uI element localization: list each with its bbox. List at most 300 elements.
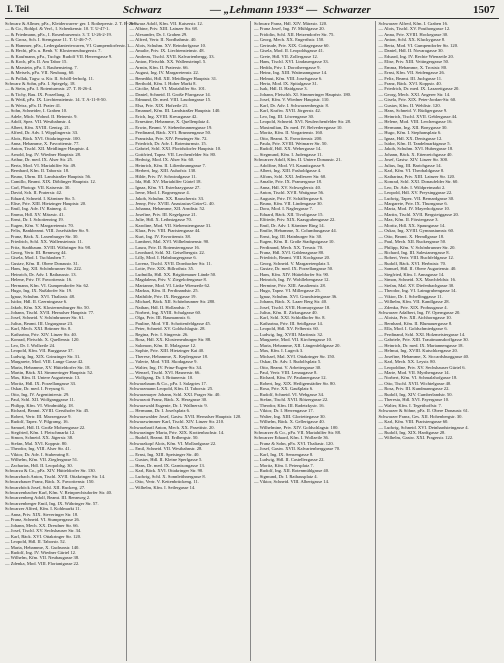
directory-entry: Schwarzmayer Johann, Schl. XXI. Prager Str. 40. bbox=[129, 391, 221, 397]
directory-entry: — Johann, Bäck. X. Laaer Berg Str. 40. bbox=[254, 299, 328, 305]
directory-entry: — Leopold, Hdl. II. Taborstr. 52. bbox=[5, 539, 66, 545]
directory-entry: — Michael, Mal. XVI. Ottakringer Str. 150. bbox=[254, 353, 336, 359]
directory-entry: — Alfred, Dr. Adv. I. Wipplingerstr. 33. bbox=[5, 130, 79, 136]
directory-entry: — Hermann, Dr. I. Josefsplatz 6. bbox=[129, 408, 191, 414]
directory-entry: — Margarete, Mod. VIII. Lange Gasse 42. bbox=[5, 359, 84, 365]
directory-entry: — Anna, Hdl. XV. Schweglerstr. 40. bbox=[254, 184, 322, 190]
directory-entry: — Siegfried, Kfm. I. Fleischmarkt 12. bbox=[5, 429, 76, 435]
directory-entry: — Franz & Sohn, pFa. XVI. Thaliastr. 120. bbox=[254, 440, 334, 446]
directory-entry: — Fridolin, Schl. XII. Hetzendorfer Str. 75. bbox=[254, 31, 335, 37]
directory-entry: — Wilhelm, Gastw. XXI. Pragerstr. 122. bbox=[378, 435, 454, 441]
directory-entry: — Anna, Priv. XIX. Sieveringer Str. 18. bbox=[5, 511, 79, 517]
directory-entry: — Hans, Ing. XII. Schönbrunner Str. 222. bbox=[5, 266, 82, 272]
directory-entry: — Oskar, Dr. med. I. Freyung 6. bbox=[5, 386, 65, 392]
directory-entry: — Hans, Tischl. XVI. Lindauergasse 33. bbox=[254, 59, 329, 65]
directory-entry: — Gustav, Hdl. II. Kleine Sperlgasse 5. bbox=[129, 457, 203, 463]
directory-entry: — Eugen, Kfm. V. Margaretenstr. 70. bbox=[5, 222, 74, 228]
left-guide-word: Schwarz bbox=[123, 4, 162, 16]
directory-entry: — Simon, Schneid. XX. Jägerstr. 38. bbox=[5, 435, 74, 441]
directory-entry: — Arthur, Dr. med. IX. Alser Str. 25. bbox=[5, 157, 74, 163]
directory-entry: — Rudolf, Beamt. III. Erdbergstr. 50. bbox=[129, 435, 199, 441]
directory-entry: — Friedrich, Schl. XX. Wallensteinstr. 11. bbox=[5, 239, 83, 245]
directory-entry: — Rudolf, Schneid. VI. Webgasse 34. bbox=[254, 391, 325, 397]
directory-entry: — Ernst, Ing. III. Hainburger Str. 30. bbox=[254, 233, 323, 239]
directory-entry: — Norbert, Ing. XVIII. Schulgasse 60. bbox=[129, 310, 202, 316]
directory-entry: Schwarzwalder Josef, Gastw. XVII. Hernalser Hauptstr. 120. bbox=[129, 413, 242, 419]
directory-entry: — Emanuel, Kfm. III. Landstraßer Hauptstr. 140. bbox=[129, 108, 221, 114]
directory-entry: — Philipp, Kfm. V. Schönbrunner Str. 20. bbox=[378, 244, 456, 250]
directory-entry: — Elfriede, Priv. XIX. Kaasgrabengasse 22. bbox=[254, 217, 336, 223]
directory-entry: — Karl, Bäck. XVI. Ottakringer Str. 120. bbox=[5, 533, 82, 539]
directory-entry: — Max, Kfm. I. Lugeck 3. bbox=[254, 348, 304, 354]
directory-entry: — Maria, Mod. IV. Mayerhofgasse 10. bbox=[378, 206, 450, 212]
directory-entry: — Samuel, Hdl. II. Große Mohrengasse 22. bbox=[5, 424, 86, 430]
directory-entry: — Hilde, Priv. IV. Schwindgasse 11. bbox=[129, 173, 197, 179]
directory-entry: — Emma, Hebamme, X. Troststr. 80. bbox=[378, 64, 448, 70]
directory-entry: — Rudolf, Hdl. XX. Webergasse 14. bbox=[254, 146, 322, 152]
directory-entry: — Peter, Schneid. XV. Goldschlagstr. 28. bbox=[129, 326, 206, 332]
directory-entry: — Johann, Tischl. XVII. Hernalser Hauptstr. 77. bbox=[5, 310, 95, 316]
directory-entry: — Albert, Kfm. XVIII. Gentzg. 21. bbox=[5, 124, 71, 130]
directory-entry: — Alexander, Dr. I. Graben 29. bbox=[129, 31, 188, 37]
column-1 bbox=[5, 21, 139, 661]
directory-entry: — Albine, Priv. XIII. Lainzer Str. 68. bbox=[129, 26, 198, 32]
directory-entry: Schwarzer Adolf, Kfm. II. Untere Donaustr. 21. bbox=[254, 157, 342, 163]
directory-entry: — Ernst, Ing. XIII. Speisinger Str. 40. bbox=[129, 451, 200, 457]
directory-entry: — Erwin, Beamt. V. Siebenbrunnengasse 19. bbox=[129, 124, 213, 130]
directory-entry: — Jakob, Schuhm. XX. Rauscherstr. 33. bbox=[129, 195, 205, 201]
directory-entry: — Berta, Mod. VI. Gumpendorfer Str. 120. bbox=[378, 42, 459, 48]
directory-entry: Schwarzinger Maria, Priv. XIX. Krottenbachstr. 14. bbox=[129, 429, 225, 435]
directory-entry: Schwarz Adolf, Kfm. VII. Kaiserstr. 12. bbox=[129, 21, 203, 26]
directory-entry: — Martin, Tischl. XVII. Bergsteiggasse 20. bbox=[378, 211, 459, 217]
directory-entry: — Isak, Hdl. II. Haidgasse 3. bbox=[254, 86, 308, 92]
directory-entry: — Rudolf, Ing. XIV. Cumberlandstr. 50. bbox=[378, 391, 453, 397]
directory-entry: — Georg, Vertr. III. Rennweg 44. bbox=[5, 250, 67, 256]
directory-entry: — Eduard, Schneid. I. Kärntner Str. 5. bbox=[5, 195, 76, 201]
directory-entry: Schwarzenberger Emil, Ing. IX. Währinger Str. 57. bbox=[5, 500, 99, 506]
directory-entry: — Franziska, Priv. XIV. Penzinger Str. 72. bbox=[129, 135, 208, 141]
directory-entry: — Leopold, Hdl. XV. Felberstr. 60. bbox=[254, 326, 319, 332]
directory-entry: — Margarete, Priv. IX. Thurngasse 6. bbox=[378, 200, 448, 206]
directory-entry: — Julie, Hdl. X. Leibnizgasse 70. bbox=[129, 217, 192, 223]
directory-entry: — Isidor, Hdl. II. Czerningasse 6. bbox=[5, 299, 68, 305]
directory-entry: — Helmut, Ing. XVIII. Kutschkergasse 20. bbox=[378, 348, 458, 354]
directory-entry: — Benedikt, Hdl. XII. Meidlinger Hauptstr. 31. bbox=[129, 75, 218, 81]
directory-entry: — Konrad, Schl. XXI. Donaufelder Str. 60. bbox=[378, 179, 459, 185]
directory-entry: — & Weisz, pFa. II. Prater 41. bbox=[5, 102, 62, 108]
directory-entry: — Karl, Mech. XXI. Brünner Str. 8. bbox=[5, 326, 72, 332]
directory-entry: — Walter, Kfm. I. Tegetthoffstr. 7. bbox=[378, 402, 442, 408]
directory-entry: — Magdalena, Priv. V. Ziegelofengasse 8. bbox=[129, 277, 207, 283]
directory-entry: — Stefan, Mal. XVI. Koppstr. 80. bbox=[5, 440, 68, 446]
directory-entry: — Salomon, Kfm. II. Malzgasse 12. bbox=[129, 342, 197, 348]
directory-entry: — Heinrich, Tischl. XVII. Geblergasse 44. bbox=[378, 113, 458, 119]
directory-entry: — Lorenz, Tischl. XVII. Dornbacher Str. 11. bbox=[129, 260, 212, 266]
directory-entry: — Wenzel, Tischl. XVI. Hasnerstr. 66. bbox=[129, 370, 201, 375]
directory-entry: — Ludwig, Hdl. II. Castellezgasse 22. bbox=[254, 457, 325, 463]
directory-entry: — Sophie, Priv. XIII. Hietzinger Kai 40. bbox=[129, 348, 205, 354]
directory-entry: — Heinrich, Dr. med. IX. Mariannengasse 18. bbox=[378, 342, 464, 348]
directory-entry: — Ludwig, Ing. XIX. Grinzinger Str. 31. bbox=[5, 353, 81, 359]
directory-entry: — Hedwig, Mod. IX. Alser Str. 60. bbox=[129, 157, 195, 163]
directory-entry: — Ludwig, Schl. X. Sonnleithnergasse 8. bbox=[129, 473, 206, 479]
directory-entry: — Paul, Vertr. VIII. Lenaugasse 8. bbox=[254, 370, 318, 375]
directory-entry: — Julius, Ing. III. Barichgasse 14. bbox=[378, 162, 442, 168]
directory-entry: — Josef, Tischl. XVII. Hormayrgasse 18. bbox=[254, 304, 331, 310]
directory-entry: — Robert, Vertr. VIII. Buchfeldgasse 12. bbox=[378, 255, 454, 261]
directory-entry: — Franz Josef, Ing. IV. Mühlgasse 20. bbox=[254, 26, 325, 32]
directory-entry: — Oskar, Dr. Adv. I. Rudolfsplatz 5. bbox=[254, 359, 322, 365]
directory-entry: — Bruno, Uhrm. III. Landstraßer Hauptstr. 56. bbox=[5, 173, 92, 179]
directory-entry: — Eduard, Ing. IV. Rechte Wienzeile 20. bbox=[378, 53, 454, 59]
directory-entry: Schwarzwald Eugenie, Dr. I. Wallnerstr. 9. bbox=[129, 402, 208, 408]
directory-entry: Schwarzböck Josef, Schl. XII. Ruckerg. 27. bbox=[5, 484, 86, 490]
directory-entry: — Otto, Tischl. XVII. Wichtelgasse 40. bbox=[378, 380, 452, 386]
directory-entry: Schwarzwimmer Karl, Tischl. XIV. Linzer Str. 210. bbox=[129, 419, 225, 425]
directory-entry: — Otto, Beamt. X. Herndlgasse 18. bbox=[378, 233, 445, 239]
directory-entry: — Marie, Mod. VII. Myrthengasse 14. bbox=[378, 370, 450, 375]
directory-entry: — Rosa, Priv. III. Kundmanngasse 22. bbox=[378, 386, 450, 392]
directory-entry: — Kurt, Ing. IV. Favoritenstr. 38. bbox=[129, 233, 191, 239]
directory-entry: — Hermann, Kfm. VI. Gumpendorfer Str. 62. bbox=[5, 282, 90, 288]
directory-entry: — Marianne, Mod. VI. Linke Wienzeile 62. bbox=[129, 282, 211, 288]
directory-entry: Schwarzmann Leopold, Kfm. II. Taborstr. 25. bbox=[129, 386, 214, 392]
directory-entry: — Gabriel, Schl. XXI. Floridsdorfer Hauptstr. 10. bbox=[129, 146, 222, 152]
directory-entry: — Arnold, Ing. IV. Wiedner Hauptstr. 28. bbox=[5, 151, 82, 157]
directory-entry: — Hedda, Priv. I. Dorotheergasse 9. bbox=[254, 64, 321, 70]
directory-entry: — Elise, Priv. XIII. Veitingergasse 50. bbox=[378, 59, 450, 65]
directory-entry: — Anton, Fleischh. XX. Wallensteinpl. 5. bbox=[129, 59, 207, 65]
directory-entry: — Katharina, Priv. III. Seidlgasse 14. bbox=[254, 320, 323, 326]
directory-entry: — & Hammer, pFa., Ledergalanteriewaren, VI. Gumpendorferstr. 1. bbox=[5, 42, 131, 48]
directory-entry: Schwarzer Eduard, Kfm. I. Wollzeile 36. bbox=[254, 435, 329, 441]
page-header bbox=[5, 4, 499, 19]
page-number: 1507 bbox=[473, 4, 495, 16]
directory-entry: — Josef, Gastw. XVII. Kalvarienberggasse 70. bbox=[254, 446, 341, 452]
directory-entry: — Nathan, Hdl. II. Hollandstr. 7. bbox=[129, 304, 191, 310]
directory-entry: — Hugo, Tapez. VI. Millergasse 25. bbox=[254, 288, 321, 294]
directory-entry: — Wolfgang, Dr. I. Bräunerstr. 10. bbox=[129, 375, 194, 381]
directory-entry: Schwarzenberg Adolf, Beamt. III. Rennweg 2. bbox=[5, 495, 91, 501]
directory-entry: — Franz, Bäck. X. Laxenburger Str. 30. bbox=[5, 233, 79, 239]
directory-entry: — Aloisia, Priv. XII. Aichhorngasse 10. bbox=[378, 315, 452, 321]
directory-entry: — Anton, Schl. XX. Kluckygasse 8. bbox=[378, 37, 446, 43]
directory-entry: — Bruno, Kfm. VII. Lindengasse 30. bbox=[254, 200, 323, 206]
directory-entry: — Karl, Kfm. VIII. Piaristengasse 60. bbox=[378, 419, 449, 425]
directory-entry: — Heinrich, Kfm. II. Lilienbrunngasse 7. bbox=[129, 162, 206, 168]
directory-entry: — Maria, Hebamme, X. Gudrunstr. 140. bbox=[5, 544, 80, 550]
directory-entry: — Maria, Hebamme, XV. Hütteldorfer Str. 18. bbox=[5, 364, 91, 370]
directory-entry: — Gustav, Dr. med. IX. Porzellangasse 50. bbox=[254, 266, 334, 272]
directory-entry: — Wilhelm, Kfm. VII. Kandlgasse 28. bbox=[378, 299, 450, 305]
directory-entry: — David, Sch. II. Praterstr. 42. bbox=[5, 190, 63, 196]
directory-entry: — Leopold, Kfm. VII. Burggasse 37. bbox=[5, 348, 74, 354]
directory-entry: — Johann, Fleischh. XI. Simmeringer Hauptstr. 180. bbox=[254, 91, 352, 97]
directory-entry: — Ignaz, Hdl. XX. Denisgasse 12. bbox=[378, 135, 443, 141]
directory-entry: — Valerie, Mod. VIII. Skodagasse 9. bbox=[129, 359, 198, 365]
directory-entry: — Camillo, Beamt. XIX. Döblinger Hauptstr. 12. bbox=[5, 179, 96, 185]
directory-entry: — Lilly, Mod. I. Habsburgergasse 6. bbox=[129, 255, 197, 261]
directory-entry: — Berta, Mod. VI. Mariahilfer Str. 49. bbox=[5, 162, 77, 168]
directory-entry: Schwarzkopf Alois, Kfm. VI. Mollardgasse 22. bbox=[129, 440, 217, 446]
directory-entry: — Helmut, Kfm. VIII. Josefsgasse 6. bbox=[254, 75, 323, 81]
directory-entry: — Stefan, Mal. XV. Diefenbachgasse 30. bbox=[378, 282, 455, 288]
directory-entry: — Zdenka, Priv. XIX. Probusgasse 4. bbox=[378, 304, 448, 310]
directory-entry: — Rudolf, Bäck. XVI. Herbststr. 70. bbox=[378, 260, 447, 266]
directory-entry: — Friedrich, Dr. Adv. I. Rotenturmstr. 15. bbox=[129, 140, 207, 146]
directory-entry: — Paula, Priv. XVIII. Weimarer Str. 50. bbox=[254, 140, 328, 146]
directory-entry: — Viktor, Dr. I. Herrengasse 17. bbox=[254, 408, 314, 414]
directory-entry: — Karl, Bäck. XVI. Ottakringer Str. 90. bbox=[129, 468, 204, 474]
directory-entry: — Friedrich, Beamt. VIII. Kochgasse 20. bbox=[254, 255, 331, 261]
directory-entry: — Alois, Bäck. XVI. Ottakringerstr. 100. bbox=[5, 135, 81, 141]
directory-entry: — Karl, Ing. IX. Sensengasse 8. bbox=[254, 451, 314, 457]
directory-entry: — Elsa, Priv. XIX. Hofzeile 21. bbox=[129, 102, 189, 108]
directory-entry: — & Stein, pFa. I. Rotenturmstr. 27. T. R-26-4. bbox=[5, 86, 93, 92]
directory-entry: — Hans, Kfm. XIV. Hütteldorfer Str. 90. bbox=[254, 271, 330, 277]
directory-entry: — Georg, Schneid. V. Margaretenplatz 3. bbox=[254, 260, 331, 266]
directory-entry: — Otto, Vertr. V. Kettenbrückeng. 11. bbox=[129, 479, 199, 485]
directory-entry: — Ella, Mod. I. Goldschmiedgasse 6. bbox=[378, 326, 448, 332]
directory-entry: — Theodor, Ing. VIII. Alser Str. 41. bbox=[5, 446, 71, 452]
directory-entry: — Katharina, Priv. XIV. Linzer Str. 40. bbox=[5, 331, 77, 337]
directory-entry: — Daniel, Schneid. II. Große Pfarrgasse 14. bbox=[129, 91, 211, 97]
directory-entry: — Ludwig, Schneid. XVI. Deinhardsteingasse 4. bbox=[378, 424, 469, 430]
directory-entry: — Herta, Mod. IX. Spitalgasse 31. bbox=[254, 80, 318, 86]
directory-entry: — Ignaz, Schuhm. XVI. Thaliastr. 48. bbox=[5, 293, 76, 299]
directory-entry: — Moritz, Hdl. XX. Spaungasse 14. bbox=[378, 222, 446, 228]
directory-entry: — Amalie, Priv. IX. Liechtensteinstr. 48. bbox=[129, 48, 205, 54]
directory-entry: — Josef, Kfm. V. Wiedner Hauptstr. 110. bbox=[254, 97, 330, 103]
directory-entry: — Helene, Mod. VIII. Lerchengasse 16. bbox=[378, 119, 453, 125]
directory-entry: — & Tichy, Bau. IX. Porzellang. 2. bbox=[5, 91, 71, 97]
directory-entry: — Bernhard, Kfm. II. Taborstr. 18. bbox=[5, 168, 70, 174]
directory-entry: — Jakob, Kfm. XX. Klosterneuburger Str. 50. bbox=[5, 304, 90, 310]
directory-entry: — Siegmund, Kfm. I. Judengasse 11. bbox=[254, 151, 323, 157]
directory-entry: — Leonhard, Schl. XI. Geiselbergstr. 22. bbox=[129, 250, 205, 256]
directory-entry: Schwarzer & Söhne, pFa. II. Obere Donaustr. 61. bbox=[378, 408, 470, 414]
directory-entry: — & Friedmann, pFa., I. Rosenbursenstr. 3. T. U-26-2-19. bbox=[5, 31, 113, 37]
directory-entry: — Irene, Mod. I. Bognergasse 4. bbox=[129, 190, 190, 196]
directory-entry: Schwarzbartl Anton, Mech. XX. Pasettistr. 20. bbox=[129, 424, 215, 430]
directory-entry: — Lambert, Mal. XVI. Wilhelminenstr. 90. bbox=[129, 239, 210, 245]
directory-entry: — Stefan, Tischl. XVII. Rötzergasse 22. bbox=[254, 397, 329, 403]
directory-entry: — Heinrich, Ing. IV. Wohllebengasse 12. bbox=[254, 277, 330, 283]
directory-entry: — Ignaz, Schuhm. XVI. Grundsteingasse 36. bbox=[254, 293, 338, 299]
directory-entry: — Anna, Priv. XVIII. Hockegasse 30. bbox=[378, 31, 449, 37]
directory-entry: — Norbert, Kfm. VI. Schmalzhofgasse 18. bbox=[378, 375, 458, 381]
directory-entry: — Amalie, Priv. IX. Pramergasse 18. bbox=[254, 179, 323, 185]
directory-entry: — Carl, Photogr. VII. Kaiserstr. 30. bbox=[5, 184, 71, 190]
directory-entry: Schwarz & Allmer, pFa., Kleiderwaren- ger. I. Rotheperstr. 2. T. B-26-1. bbox=[5, 21, 139, 26]
directory-entry: — Adele, Mich. Wohnd. II. Heinestr. 9. bbox=[5, 113, 78, 119]
directory-entry: — Karl, Dr. Adv. I. Schwarzenbergstr. 8. bbox=[254, 102, 329, 108]
directory-entry: — Klara, Priv. VIII. Piaristengasse 44. bbox=[129, 228, 201, 234]
column-4 bbox=[379, 21, 500, 661]
directory-entry: — Zdenka, Mod. VIII. Florianigasse 22. bbox=[5, 560, 80, 566]
directory-entry: — Rudolf, Tapez. V. Pilgramg. 16. bbox=[5, 419, 69, 425]
running-title: — „Lehmann 1933“ — bbox=[210, 4, 318, 16]
directory-entry: — Gisela, Mod. II. Leopoldsgasse 41. bbox=[254, 48, 325, 54]
directory-entry: — Moritz, Kfm. I. Petersplatz 7. bbox=[254, 462, 314, 468]
directory-entry: — Wilhelm, Kfm. VII. Neubaugasse 38. bbox=[5, 555, 80, 561]
directory-entry: — Anton, Tischl. XVII. Wattgasse 56. bbox=[254, 190, 325, 196]
directory-entry: — Dora, Mod. I. Naglergasse 7. bbox=[254, 206, 313, 212]
directory-entry: — Wilhelm, Kfm. VII. Zieglergasse 51. bbox=[5, 457, 79, 463]
directory-entry: — Rudolf, Ing. IV. Wiedner Gürtel 12. bbox=[5, 549, 77, 555]
directory-entry: — Georg, Mech. XX. Engerthstr. 150. bbox=[254, 37, 325, 43]
directory-entry: — Rosa, Priv. XX. Gaußplatz 6. bbox=[254, 386, 314, 392]
directory-entry: Schwarzbauer Franz, Bäck. X. Favoritenstr. 150. bbox=[5, 479, 95, 485]
directory-entry: — Karl, Schl. XXI. Schloßhofer Str. 8. bbox=[254, 315, 326, 321]
directory-entry: — Josefine, Hebamme, X. Siccardsburggasse 40. bbox=[378, 353, 470, 359]
directory-entry: — Walter, Ing. IV. Prinz-Eugen-Str. 34. bbox=[129, 364, 203, 370]
directory-entry: — Moritz, Hdl. IX. Porzellangasse 33. bbox=[5, 380, 77, 386]
directory-entry: — Cäcilie, Mod. VI. Mariahilfer Str. 101. bbox=[129, 86, 207, 92]
directory-entry: — Simon, Schneid. XX. Marchfeldstr. 16. bbox=[378, 277, 457, 283]
directory-entry: — Otto, Beamt. X. Favoritenstr. 200. bbox=[254, 135, 323, 141]
directory-entry: Schwarzenbacher Karl, Kfm. V. Reinprechtsdorfer Str. 40. bbox=[5, 489, 113, 495]
directory-entry: — Richard, Beamt. XVIII. Gersthofer Str. 45. bbox=[5, 408, 90, 414]
directory-entry: — Bernhard, Kfm. II. Blumauergasse 8. bbox=[378, 320, 453, 326]
directory-entry: — Emil, Schneid. VII. Westbahnstr. 28. bbox=[129, 446, 203, 452]
directory-entry: — Wilhelm, Kfm. I. Seilergasse 14. bbox=[129, 484, 196, 490]
directory-entry: — Philipp, Kfm. VI. Windmühlg. 18. bbox=[5, 402, 74, 408]
directory-entry: — Leopoldine, Priv. XV. Sechshauser Gürtel 6. bbox=[378, 364, 466, 370]
directory-entry: Schwarzer Franz, Ges. XII. Hohenbergstr. 30. bbox=[378, 413, 463, 419]
directory-entry: — Franz, Hdl. XVI. Gablenzgasse 80. bbox=[254, 250, 325, 256]
directory-entry: Schwarzbaum & Co., pFa. I. Salzgries 17. bbox=[129, 380, 207, 386]
directory-entry: — Johann, Mech. XX. Dresdner Str. 66. bbox=[5, 522, 79, 528]
directory-entry: — Robert, Ing. XIX. Heiligenstädter Str. 80. bbox=[254, 380, 336, 386]
directory-entry: — Konrad, Fleischh. X. Quellenstr. 120. bbox=[5, 337, 80, 343]
directory-entry: — & Pollak, Tagw. u. Ktr. II. Schöll-lerhofg. 11. bbox=[5, 75, 95, 81]
directory-entry: — Samuel, Hdl. II. Obere Augartenstr. 40. bbox=[378, 266, 457, 272]
directory-entry: — Jakob, Schuhm. XVI. Hubergasse 18. bbox=[378, 146, 454, 152]
directory-entry: — & Kaufmann, pFa., Tuchgr. Rudolf VII. Herrengasse 9. bbox=[5, 53, 113, 59]
directory-entry: — Gisela, Mod. I. Tuchlauben 7. bbox=[5, 255, 66, 261]
directory-entry: — Daniel, Hdl. II. Novaragasse 30. bbox=[378, 48, 444, 54]
directory-entry: — Eduard, Bäck. XII. Tivoligasse 15. bbox=[254, 211, 324, 217]
column-3 bbox=[254, 21, 376, 661]
directory-entry: — Adolf, Spez. VII. Westbahnstr. 4. bbox=[5, 119, 72, 125]
directory-entry: — Armin, Kfm. II. Praterstr. 66. bbox=[129, 64, 189, 70]
directory-entry: — & Co., Rohlpf. & Verf., I. Schenkenstr. 10. T. U-47-1. bbox=[5, 26, 110, 32]
directory-entry: — Walter, Ing. XIII. Gloriettegasse 30. bbox=[254, 413, 326, 419]
directory-entry: — Wilhelm, Bäck. X. Gellertgasse 40. bbox=[254, 419, 325, 425]
directory-entry: — Paul, Schl. XII. Wolfganggasse 11. bbox=[5, 397, 75, 403]
directory-entry: — Gustav, Kfm. II. Obere Donaustr. 31. bbox=[5, 260, 79, 266]
directory-entry: — Grete, Hdl. VII. Zollergasse 12. bbox=[254, 53, 319, 59]
directory-entry: — Gertrude, Priv. XIX. Cottagegasse 60. bbox=[254, 42, 330, 48]
directory-entry: — Karl, Kfm. VI. Theobaldgasse 8. bbox=[378, 168, 445, 174]
directory-entry: — Lotte, Priv. XIX. Billrothstr. 35. bbox=[129, 266, 195, 272]
directory-entry: — Felix, Beamt. III. Juchgasse 11. bbox=[378, 75, 443, 81]
directory-entry: — Therese, Hebamme, X. Keplergasse 18. bbox=[129, 353, 209, 359]
directory-entry: — Hugo, Ing. IX. Nußdorfer Str. 19. bbox=[5, 288, 73, 294]
directory-entry: — Emilie, Hebamme, X. Columbusgasse 44. bbox=[254, 228, 337, 234]
directory-entry: — Georg, Mech. XXI. Angerer Str. 14. bbox=[378, 91, 451, 97]
directory-entry: — Moritz, Kfm. II. Vorgartenstr. 160. bbox=[254, 130, 324, 136]
directory-entry: — Ferdinand, Schl. XXI. Holzmeistergasse 14. bbox=[378, 331, 466, 337]
directory-entry: — Otto, Beamt. V. Arbeitergasse 30. bbox=[254, 364, 322, 370]
directory-entry: — Ludwig, Ing. XVIII. Martinstr. 32. bbox=[254, 331, 324, 337]
directory-entry: — & Hecht, pFa. u. Benh. V. Klosterneuburgerstr. 7. bbox=[5, 48, 102, 54]
directory-entry: — Heinz, Ing. XIII. Wattmanngasse 14. bbox=[254, 70, 328, 76]
directory-entry: — Viktor, Schneid. VIII. Albertgasse 14. bbox=[254, 479, 330, 485]
directory-entry: — Josef, Schneid. V. Schönbrunner Str. 61. bbox=[5, 315, 85, 321]
directory-entry: — Gabriele, Priv. XIII. Trauttmansdorffgasse 30. bbox=[378, 337, 469, 343]
directory-entry: — Ernestine, Hebamme, X. Quellenplatz 4. bbox=[129, 119, 210, 125]
directory-entry: — Eugen, Kfm. II. Große Stadtgutgasse 10. bbox=[254, 239, 335, 245]
directory-entry: — Josef, Tischl. XV. Sechshauser Str. 34. bbox=[5, 528, 82, 534]
directory-entry: — Mathilde, Priv. IX. Berggasse 19. bbox=[129, 293, 197, 299]
column-2 bbox=[130, 21, 252, 661]
directory-entry: — Edmund, Dr. med. VIII. Laudongasse 15. bbox=[129, 97, 212, 103]
directory-entry: — Helene, Priv. IV. Favoritenstr. 16. bbox=[5, 277, 73, 283]
directory-entry: — & Koch, pFa. II. Am Tabor 15. bbox=[5, 59, 68, 65]
directory-entry: — Max, Kfm. II. Förstergasse 3. bbox=[378, 217, 439, 223]
directory-entry: — Leo, Dr. Adv. I. Wildpretmarkt 2. bbox=[378, 184, 446, 190]
directory-entry: — Theodor, Kfm. III. Radetzkystr. 16. bbox=[254, 402, 325, 408]
directory-entry: — Richard, Kfm. IV. Paulanergasse 12. bbox=[254, 375, 327, 381]
directory-entry: — & Grosz, Sch. I. Sterngasse 11. T. U-46-7-7. bbox=[5, 37, 93, 43]
directory-entry: Schwarzer Alfred, Kfm. I. Graben 16. bbox=[378, 21, 449, 26]
volume-label: I. Teil bbox=[7, 4, 30, 14]
directory-entry: — Fritz, Stadtbaum. XVIII. Währinger Str. 98. bbox=[5, 244, 92, 250]
directory-entry: — Auguste, Priv. IV. Schäffergasse 6. bbox=[254, 195, 324, 201]
directory-entry: — Zacharias, Hdl. II. Leopoldsg. 30. bbox=[5, 462, 73, 468]
directory-entry: — Richard, Ing. III. Salesianergasse 8. bbox=[378, 250, 450, 256]
directory-entry: — Anna, Hebamme, X. Favoritenstr. 77. bbox=[5, 140, 80, 146]
right-guide-word: Schwarzer bbox=[323, 4, 371, 16]
directory-entry: — Rudolf, Ing. XII. Rotenmühlgasse 40. bbox=[254, 468, 330, 474]
directory-entry: — Hugo, Kfm. I. Stephansplatz 6. bbox=[378, 130, 442, 136]
directory-entry: — Johann, Bäck. X. Ettenreichgasse 40. bbox=[378, 151, 453, 157]
directory-entry: Schwarzer Alfred, Kfm. I. Kohlmarkt 11. bbox=[5, 506, 81, 512]
directory-entry: — Hermine, Priv. XIII. Amalienstr. 28. bbox=[254, 282, 326, 288]
directory-entry: — Oskar, Ing. XVIII. Gymnasiumstr. 60. bbox=[378, 228, 455, 234]
directory-entry: — Robert, Vertr. III. Marxergasse 9. bbox=[5, 413, 72, 419]
directory-entry: — Josefine, Priv. III. Kegelgasse 21. bbox=[129, 211, 197, 217]
directory-entry: — Emma, Hdl. XV. Märzstr. 41. bbox=[5, 211, 65, 217]
directory-entry: — Margarete, Mod. VII. Kirchengasse 10. bbox=[254, 337, 333, 343]
directory-entry: — Ernst, Kfm. VII. Seidengasse 26. bbox=[378, 70, 445, 76]
directory-entry: — Siegfried, Kfm. I. Annagasse 14. bbox=[378, 271, 445, 277]
directory-entry: — Karoline, Mod. VII. Siebensterngasse 31. bbox=[129, 222, 212, 228]
directory-entry: — Gustav, Kfm. II. Wehlistr. 120. bbox=[378, 102, 441, 108]
directory-entry: — Herbert, Ing. XIII. Auhofstr. 130. bbox=[129, 168, 197, 174]
directory-entry: — Isidor, Kfm. II. Tandelmarktgasse 5. bbox=[378, 140, 451, 146]
directory-entry: — Jenny, Priv. XVIII. Anastasius-Grün-G. 40. bbox=[129, 200, 215, 206]
directory-entry: — Laura, Priv. II. Rotensterngasse 16. bbox=[129, 244, 201, 250]
directory-entry: — & Meisels, pFa. VII. Neubaug. 60. bbox=[5, 70, 75, 76]
directory-entry: — Ernst, Dr. I. Schottenring 19. bbox=[5, 217, 64, 223]
directory-entry: — Theresia, Hdl. XVI. Payergasse 10. bbox=[378, 397, 450, 403]
directory-entry: — Olga, Priv. III. Baumannstr. 6. bbox=[129, 315, 191, 321]
directory-entry: — Ferdinand, Bäck. XVI. Brunnengasse 50. bbox=[129, 130, 212, 136]
directory-entry: — Maria, Hebamme, XII. Längenfeldgasse 20. bbox=[254, 342, 341, 348]
directory-entry: Schwarz & Sohn, pFa. I. Spiegelg. 18. bbox=[5, 80, 76, 86]
directory-entry: — Leo, Ing. III. Löwengasse 30. bbox=[254, 113, 315, 119]
directory-entry: — & Weiß, pFa. IX. Liechtensteinstr. 14. T. A-11-8-50. bbox=[5, 97, 107, 103]
directory-entry: — Alfred, Vertr. II. Nordbahnstr. 40. bbox=[129, 37, 197, 43]
directory-entry: — Andreas, Tischl. XVII. Kalvarienbergg. 33. bbox=[129, 53, 215, 59]
directory-entry: — Leo, Dr. I. Wollzeile 24. bbox=[5, 342, 56, 348]
directory-entry: — Hermann, Ing. XII. Bonygasse 30. bbox=[378, 124, 448, 130]
directory-entry: — Wilhelmine, Priv. XIV. Goldschlagstr. 100. bbox=[254, 424, 339, 430]
